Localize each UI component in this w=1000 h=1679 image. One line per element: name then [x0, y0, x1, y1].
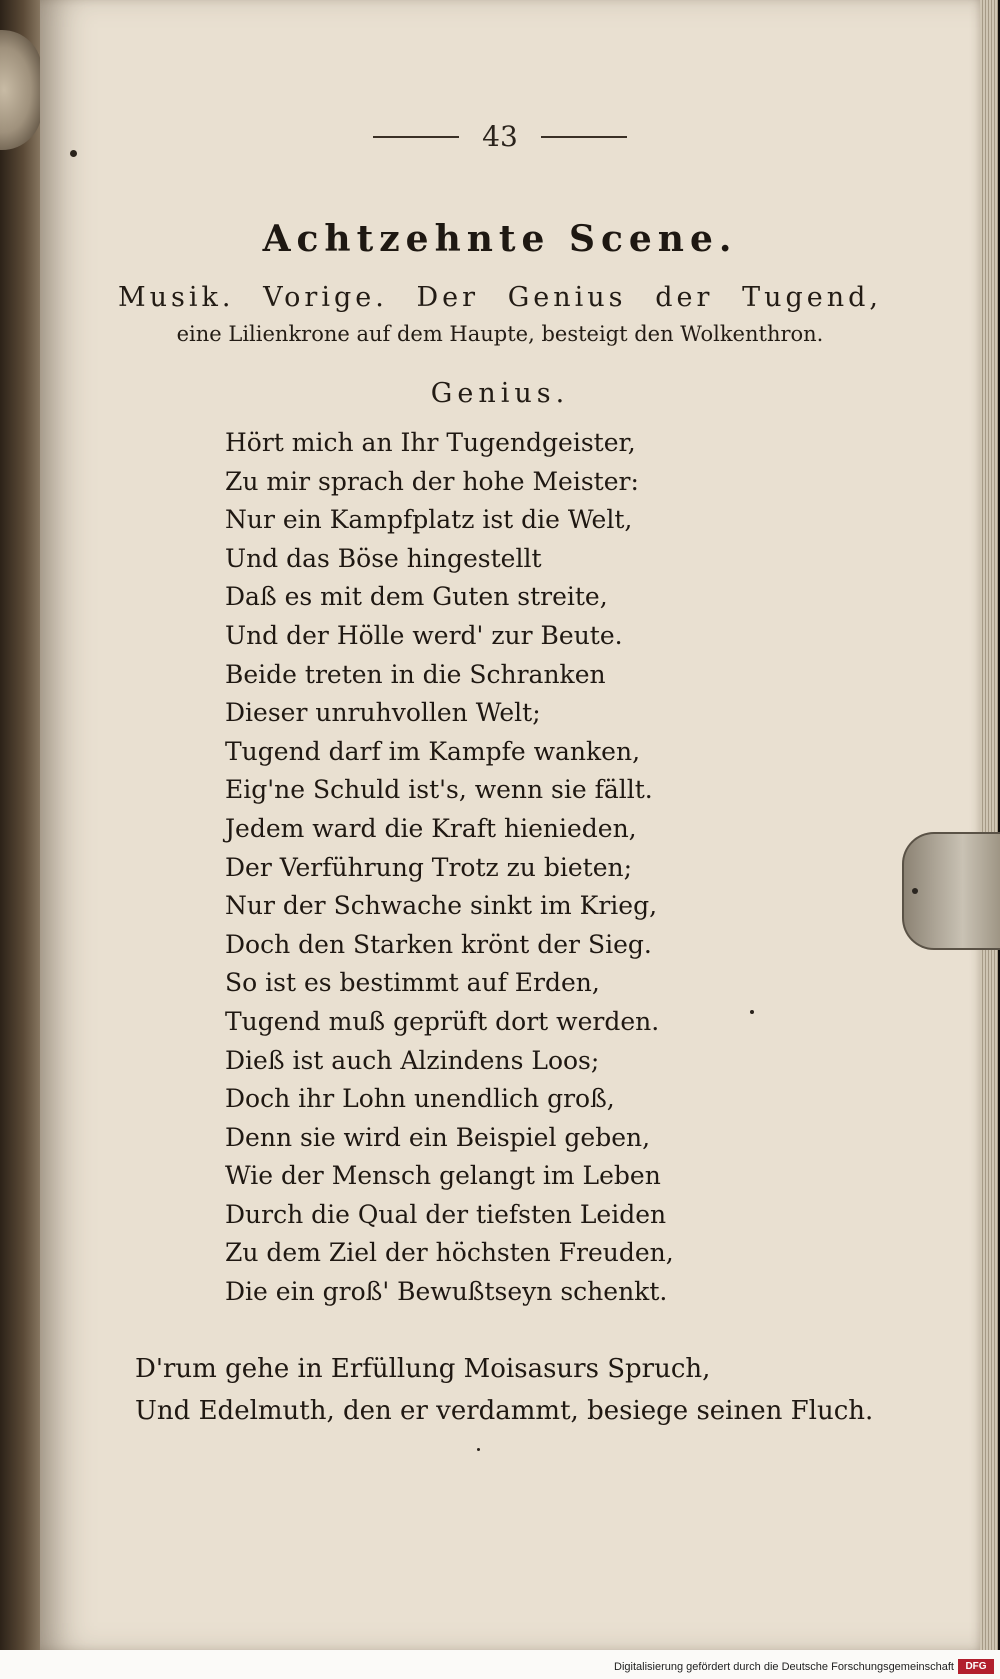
verse-line: Jedem ward die Kraft hienieden,	[225, 813, 637, 843]
verse-line: Die ein groß' Bewußtseyn schenkt.	[225, 1277, 668, 1307]
verse-line: Doch den Starken krönt der Sieg.	[225, 929, 652, 959]
verse-line: Zu mir sprach der hohe Meister:	[225, 466, 639, 496]
verse-line: Wie der Mensch gelangt im Leben	[225, 1161, 661, 1191]
verse-line: Eig'ne Schuld ist's, wenn sie fällt.	[225, 775, 653, 805]
ink-speck	[477, 1448, 480, 1451]
verse-line: So ist es bestimmt auf Erden,	[225, 968, 600, 998]
verse-line: Der Verführung Trotz zu bieten;	[225, 852, 633, 882]
verse-line: Dieser unruhvollen Welt;	[225, 698, 541, 728]
header-rule-left	[373, 136, 459, 138]
verse-line: Nur ein Kampfplatz ist die Welt,	[225, 505, 633, 535]
verse-line: Und das Böse hingestellt	[225, 543, 542, 573]
closing-line: D'rum gehe in Erfüllung Moisasurs Spruch,	[135, 1354, 711, 1384]
page-header	[0, 120, 1000, 153]
digitization-footer	[0, 1650, 1000, 1679]
stage-direction-line-2: eine Lilienkrone auf dem Haupte, besteigt den Wolkenthron.	[176, 322, 824, 346]
verse-line: Beide treten in die Schranken	[225, 659, 606, 689]
verse-line: Hört mich an Ihr Tugendgeister,	[225, 428, 636, 457]
verse-line: Tugend darf im Kampfe wanken,	[225, 736, 641, 766]
funding-credit: Digitalisierung gefördert durch die Deutsche Forschungsgemeinschaft	[614, 1661, 954, 1673]
verse-line: Daß es mit dem Guten streite,	[225, 582, 608, 612]
stage-direction-line-1: Musik. Vorige. Der Genius der Tugend,	[118, 282, 882, 313]
closing-lines	[135, 1348, 955, 1432]
scene-title: Achtzehnte Scene.	[262, 218, 738, 260]
verse-line: Denn sie wird ein Beispiel geben,	[225, 1122, 651, 1152]
verse-line: Durch die Qual der tiefsten Leiden	[225, 1199, 667, 1229]
page-number: 43	[482, 120, 518, 153]
verse-line: Nur der Schwache sinkt im Krieg,	[225, 891, 658, 921]
header-rule-right	[541, 136, 627, 138]
verse-line: Doch ihr Lohn unendlich groß,	[225, 1084, 615, 1114]
verse-line: Zu dem Ziel der höchsten Freuden,	[225, 1238, 674, 1268]
dfg-logo: DFG	[958, 1659, 994, 1674]
verse-line: Und der Hölle werd' zur Beute.	[225, 620, 623, 650]
closing-line: Und Edelmuth, den er verdammt, besiege seinen Fluch.	[135, 1396, 874, 1426]
speaker-name: Genius.	[430, 378, 570, 409]
verse-block	[225, 424, 925, 1312]
verse-line: Tugend muß geprüft dort werden.	[225, 1006, 660, 1036]
verse-line: Dieß ist auch Alzindens Loos;	[225, 1045, 600, 1075]
